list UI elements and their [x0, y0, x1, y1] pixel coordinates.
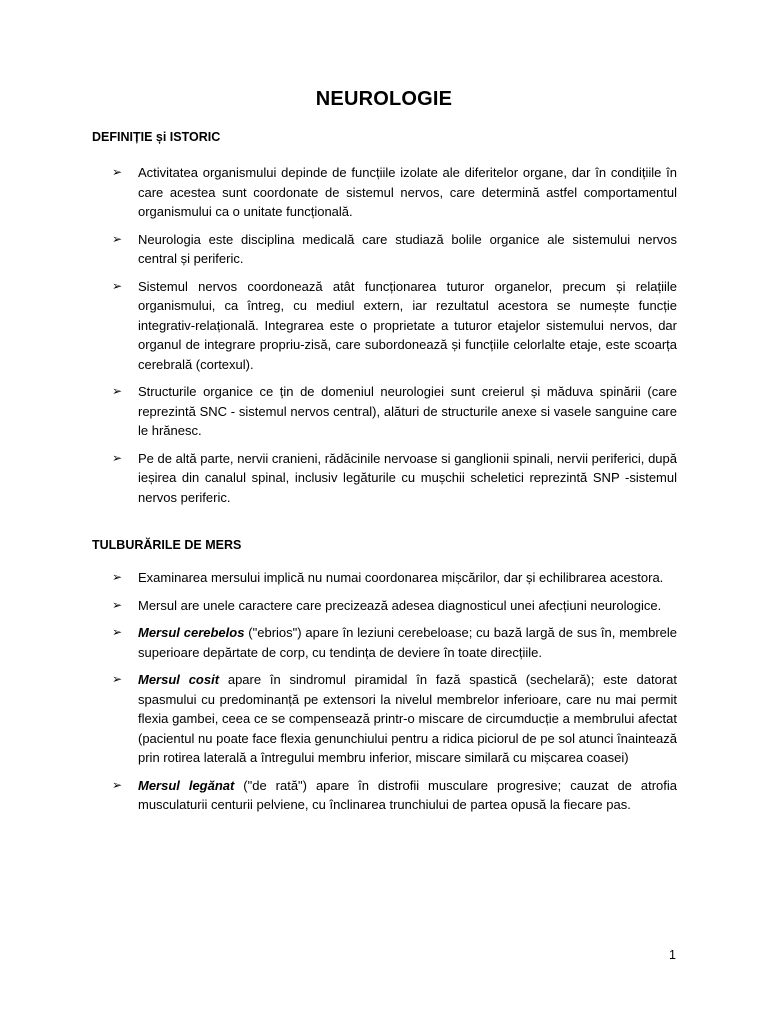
arrowhead-bullet-icon: ➢ — [112, 570, 123, 584]
list-item-text: apare în sindromul piramidal în fază spastică (sechelară); este datorat spasmului cu predominanță pe extensori la nivelul membrelor inferioare, care nu mai permit flexia gambei, ceea ce se compensează printr-o miscare de circumducție a membrului afectat (pacientul nu poate face flexia genunchiului pentru a ridica piciorul de pe sol atunci înaintează prin rotirea laterală a întregului membru inferior, miscare similară cu mișcarea coasei) — [138, 672, 677, 765]
arrowhead-bullet-icon: ➢ — [112, 231, 123, 246]
list-item-lead: Mersul cerebelos — [138, 625, 245, 640]
list-item-lead: Mersul legănat — [138, 777, 235, 793]
list-item-text: Neurologia este disciplina medicală care studiază bolile organice ale sistemului nervos central și periferic. — [138, 231, 677, 266]
list-item — [112, 230, 677, 269]
arrowhead-bullet-icon: ➢ — [112, 777, 123, 792]
arrowhead-bullet-icon: ➢ — [112, 672, 123, 686]
arrowhead-bullet-icon: ➢ — [112, 625, 123, 639]
list-item — [112, 776, 677, 815]
section-heading-tulburari-de-mers: TULBURĂRILE DE MERS — [92, 538, 242, 552]
list-item — [112, 163, 677, 222]
list-item-text: ("de rată") apare în distrofii musculare progresive; cauzat de atrofia musculaturii centurii pelviene, cu înclinarea trunchiului de partea opusă la fiecare pas. — [138, 777, 677, 812]
section-list-tulburari-de-mers — [112, 568, 677, 823]
list-item-text: Activitatea organismului depinde de funcțiile izolate ale diferitelor organe, dar în condițiile în care acestea sunt coordonate de sistemul nervos, care determină astfel comportamentul organismului ca o unitate funcțională. — [138, 165, 677, 219]
list-item — [112, 382, 677, 441]
list-item — [112, 670, 677, 768]
list-item-text: Structurile organice ce țin de domeniul neurologiei sunt creierul și măduva spinării (care reprezintă SNC - sistemul nervos central), alături de structurile anexe si vasele sanguine care le hrănesc. — [138, 384, 677, 438]
arrowhead-bullet-icon: ➢ — [112, 278, 123, 293]
section-heading-definitie: DEFINIȚIE și ISTORIC — [92, 130, 221, 144]
list-item-text: Pe de altă parte, nervii cranieni, rădăcinile nervoase si ganglionii spinali, nervii periferici, după ieșirea din canalul spinal, inclusiv legăturile cu mușchii scheletici reprezintă SNP -sistemul nervos periferic. — [138, 450, 677, 505]
list-item — [112, 623, 677, 662]
list-item-text: ("ebrios") apare în leziuni cerebeloase; cu bază largă de sus în, membrele superioare depărtate de corp, cu tendința de deviere în toate direcțiile. — [138, 625, 677, 660]
list-item — [112, 568, 677, 588]
page-number: 1 — [669, 948, 676, 962]
section-list-definitie — [112, 163, 677, 515]
list-item-text: Sistemul nervos coordonează atât funcționarea tuturor organelor, precum și relațiile organismului, ca întreg, cu mediul extern, iar rezultatul acestora se numește funcție integrativ-relațională. Integrarea este o proprietate a tuturor etajelor sistemului nervos, dar organul de integrare propriu-zisă, care subordonează și funcțiile celorlalte etaje, este scoarța cerebrală (cortexul). — [138, 278, 677, 372]
list-item-lead: Mersul cosit — [138, 672, 220, 687]
list-item — [112, 277, 677, 375]
arrowhead-bullet-icon: ➢ — [112, 384, 123, 398]
arrowhead-bullet-icon: ➢ — [112, 165, 123, 179]
page-title: NEUROLOGIE — [315, 88, 453, 110]
arrowhead-bullet-icon: ➢ — [112, 597, 123, 612]
arrowhead-bullet-icon: ➢ — [112, 450, 123, 465]
list-item-text: Mersul are unele caractere care precizează adesea diagnosticul unei afecțiuni neurologice. — [138, 597, 662, 613]
list-item-text: Examinarea mersului implică nu numai coordonarea mișcărilor, dar și echilibrarea acestora. — [138, 570, 664, 585]
list-item — [112, 596, 677, 616]
list-item — [112, 449, 677, 508]
